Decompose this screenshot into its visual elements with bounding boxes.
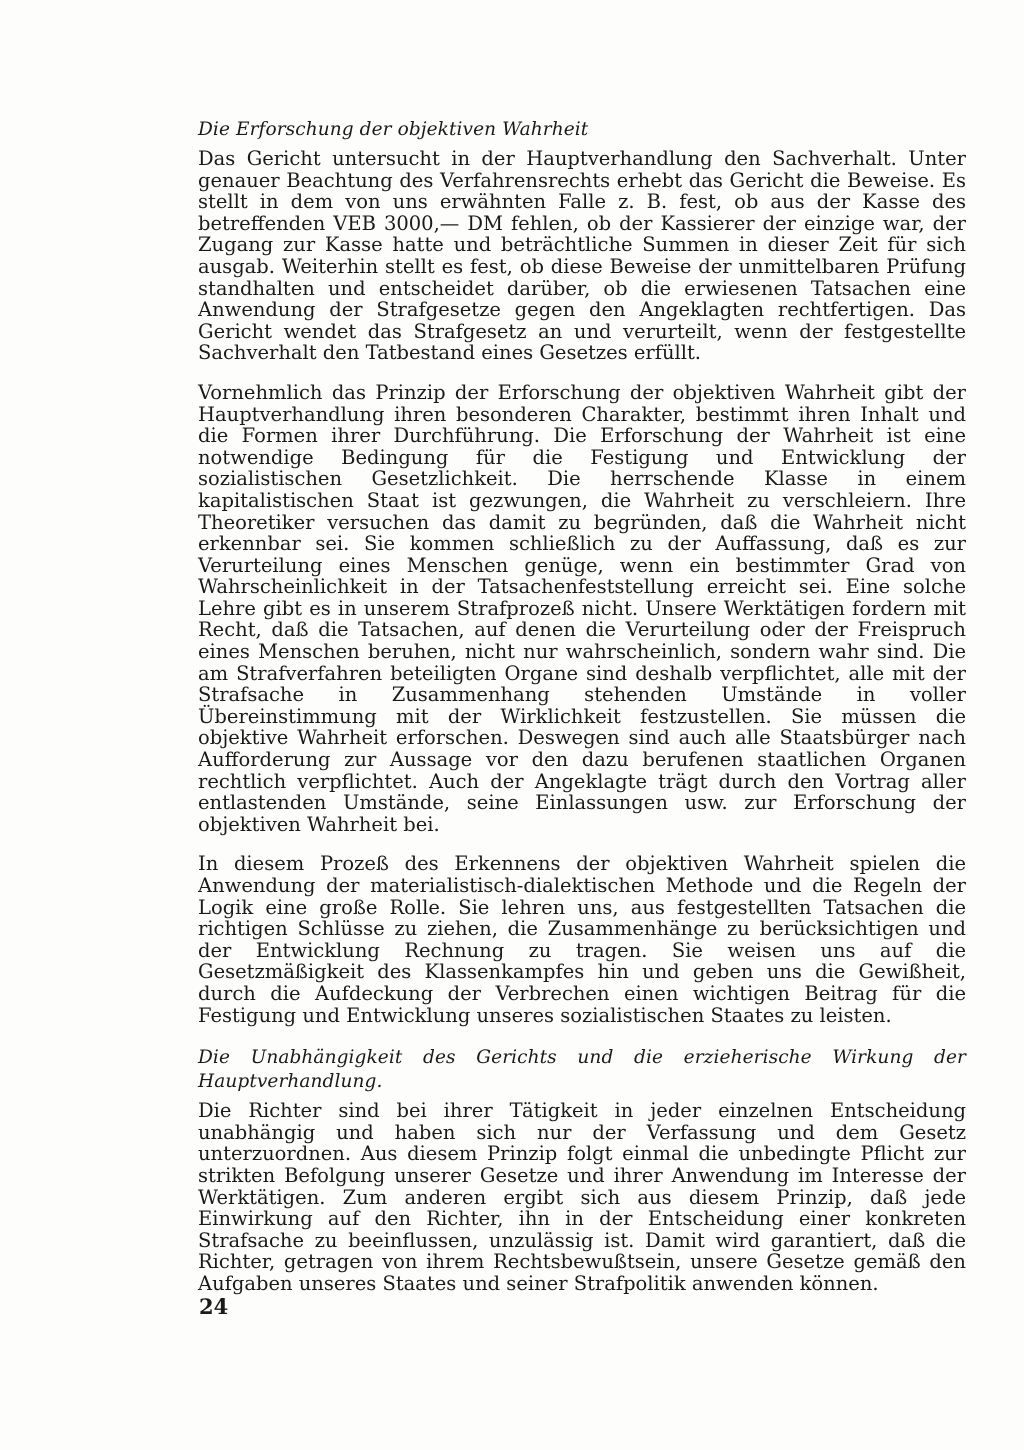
- page-number: 24: [199, 1294, 229, 1319]
- section-heading-independence: Die Unabhängigkeit des Gerichts und die erzieherische Wirkung der Hauptverhandlung.: [198, 1047, 966, 1093]
- paragraph-main-hearing: Das Gericht untersucht in der Hauptverhandlung den Sachverhalt. Unter genauer Beachtung des Verfahrensrechts erhebt das Gericht die Beweise. Es stellt in dem von uns erwähnten Falle z. B. fest, ob aus der Kasse des betreffenden VEB 3000,— DM fehlen, ob der Kassierer der einzige war, der Zugang zur Kasse hatte und beträchtliche Summen in dieser Zeit für sich ausgab. Weiterhin stellt es fest, ob diese Beweise der unmittelbaren Prüfung standhalten und entscheidet darüber, ob die erwiesenen Tatsachen eine Anwendung der Strafgesetze gegen den Angeklagten rechtfertigen. Das Gericht wendet das Strafgesetz an und verurteilt, wenn der festgestellte Sachverhalt den Tatbestand eines Gesetzes erfüllt.: [198, 147, 966, 365]
- page-content: [198, 118, 966, 1295]
- paragraph-dialectic-method: In diesem Prozeß des Erkennens der objektiven Wahrheit spielen die Anwendung der materialistisch-dialektischen Methode und die Regeln der Logik eine große Rolle. Sie lehren uns, aus festgestellten Tatsachen die richtigen Schlüsse zu ziehen, die Zusammenhänge zu berücksichtigen und der Entwicklung Rechnung zu tragen. Sie weisen uns auf die Gesetzmäßigkeit des Klassenkampfes hin und geben uns die Gewißheit, durch die Aufdeckung der Verbrechen einen wichtigen Beitrag für die Festigung und Entwicklung unseres sozialistischen Staates zu leisten.: [198, 852, 966, 1027]
- section-heading-truth: Die Erforschung der objektiven Wahrheit: [198, 119, 589, 140]
- paragraph-judges-independence: Die Richter sind bei ihrer Tätigkeit in jeder einzelnen Entscheidung unabhängig und haben sich nur der Verfassung und dem Gesetz unterzuordnen. Aus diesem Prinzip folgt einmal die unbedingte Pflicht zur strikten Befolgung unserer Gesetze und ihrer Anwendung im Interesse der Werktätigen. Zum anderen ergibt sich aus diesem Prinzip, daß jede Einwirkung auf den Richter, ihn in der Entscheidung einer konkreten Strafsache zu beeinflussen, unzulässig ist. Damit wird garantiert, daß die Richter, getragen von ihrem Rechtsbewußtsein, unsere Gesetze gemäß den Aufgaben unseres Staates und seiner Strafpolitik anwenden können.: [198, 1099, 966, 1295]
- paragraph-principle-truth: Vornehmlich das Prinzip der Erforschung der objektiven Wahrheit gibt der Hauptverhandlung ihren besonderen Charakter, bestimmt ihren Inhalt und die Formen ihrer Durchführung. Die Erforschung der Wahrheit ist eine notwendige Bedingung für die Festigung und Entwicklung der sozialistischen Gesetzlichkeit. Die herrschende Klasse in einem kapitalistischen Staat ist gezwungen, die Wahrheit zu verschleiern. Ihre Theoretiker versuchen das damit zu begründen, daß die Wahrheit nicht erkennbar sei. Sie kommen schließlich zu der Auffassung, daß es zur Verurteilung eines Menschen genüge, wenn ein bestimmter Grad von Wahrscheinlichkeit in der Tatsachenfeststellung erreicht sei. Eine solche Lehre gibt es in unserem Strafprozeß nicht. Unsere Werktätigen fordern mit Recht, daß die Tatsachen, auf denen die Verurteilung oder der Freispruch eines Menschen beruhen, nicht nur wahrscheinlich, sondern wahr sind. Die am Strafverfahren beteiligten Organe sind deshalb verpflichtet, alle mit der Strafsache in Zusammenhang stehenden Umstände in voller Übereinstimmung mit der Wirklichkeit festzustellen. Sie müssen die objektive Wahrheit erforschen. Deswegen sind auch alle Staatsbürger nach Aufforderung zur Aussage vor den dazu berufenen staatlichen Organen rechtlich verpflichtet. Auch der Angeklagte trägt durch den Vortrag aller entlastenden Umstände, seine Einlassungen usw. zur Erforschung der objektiven Wahrheit bei.: [198, 380, 966, 836]
